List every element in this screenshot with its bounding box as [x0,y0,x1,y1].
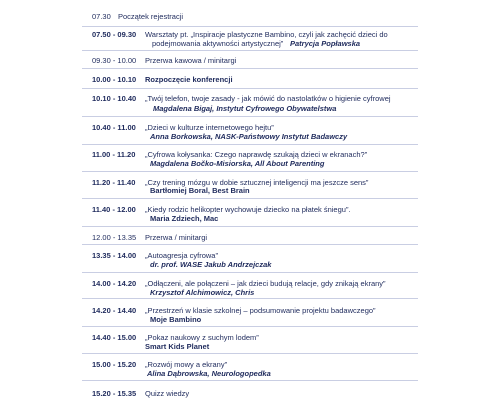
agenda-time: 14.40 - 15.00 [92,333,137,342]
divider [82,326,418,327]
divider [82,226,418,227]
divider [82,26,418,27]
agenda-title: „Kiedy rodzic helikopter wychowuje dziecko na płatek śniegu”. [145,205,351,214]
agenda-title: Warsztaty pt. „Inspiracje plastyczne Bambino, czyli jak zachęcić dzieci do [145,30,388,39]
divider [82,244,418,245]
divider [82,198,418,199]
agenda-time: 07.50 - 09.30 [92,30,137,39]
agenda-speaker: Krzysztof Alchimowicz, Chris [150,288,255,297]
agenda-time: 10.10 - 10.40 [92,94,137,103]
divider [82,353,418,354]
agenda-title: „Pokaz naukowy z suchym lodem” [145,333,259,342]
agenda-speaker: Patrycja Popławska [290,39,361,48]
divider [82,88,418,89]
agenda-title: „Rozwój mowy a ekrany” [145,360,228,369]
agenda-title: „Autoagresja cyfrowa” [145,251,218,260]
agenda-title: Początek rejestracji [118,12,184,21]
agenda-title: Rozpoczęcie konferencji [145,75,233,84]
agenda-time: 15.20 - 15.35 [92,389,137,398]
agenda-speaker: Anna Borkowska, NASK-Państwowy Instytut Badawczy [150,132,348,141]
agenda-time: 10.40 - 11.00 [92,123,136,132]
agenda-time: 13.35 - 14.00 [92,251,137,260]
divider [82,298,418,299]
agenda-time: 14.20 - 14.40 [92,306,137,315]
divider [82,116,418,117]
divider [82,380,418,381]
divider [82,50,418,51]
agenda-time: 07.30 [92,12,111,21]
divider [82,272,418,273]
agenda-title: „Dzieci w kulturze internetowego hejtu” [145,123,274,132]
agenda-title: „Czy trening mózgu w dobie sztucznej inteligencji ma jeszcze sens” [145,178,369,187]
agenda-title-continued: podejmowania aktywności artystycznej” [152,39,284,48]
agenda-speaker: Bartłomiej Boral, Best Brain [150,186,250,195]
divider [82,68,418,69]
divider [82,144,418,145]
agenda-speaker: Maria Zdziech, Mac [150,214,219,223]
agenda-title: „Cyfrowa kołysanka: Czego naprawdę szukają dzieci w ekranach?” [145,150,368,159]
agenda-time: 11.40 - 12.00 [92,205,136,214]
agenda-speaker: Alina Dąbrowska, Neurologopedka [147,369,271,378]
agenda-speaker: dr. prof. WASE Jakub Andrzejczak [150,260,272,269]
agenda-speaker: Magdalena Bigaj, Instytut Cyfrowego Obywatelstwa [153,104,337,113]
agenda-title: „Twój telefon, twoje zasady - jak mówić do nastolatków o higienie cyfrowej [145,94,391,103]
agenda-title: Quizz wiedzy [145,389,190,398]
agenda-title: „Przestrzeń w klasie szkolnej – podsumowanie projektu badawczego” [145,306,376,315]
agenda-speaker: Magdalena Bočko-Misiorska, All About Parenting [150,159,325,168]
agenda-title: Przerwa kawowa / minitargi [145,56,237,65]
agenda-speaker: Moje Bambino [150,315,202,324]
agenda-title: „Odłączeni, ale połączeni – jak dzieci budują relacje, gdy znikają ekrany” [145,279,386,288]
agenda-time: 14.00 - 14.20 [92,279,137,288]
agenda-time: 10.00 - 10.10 [92,75,137,84]
agenda-title: Przerwa / minitargi [145,233,208,242]
agenda-time: 11.00 - 11.20 [92,150,136,159]
agenda-time: 12.00 - 13.35 [92,233,137,242]
divider [82,171,418,172]
agenda-time: 15.00 - 15.20 [92,360,137,369]
agenda-time: 09.30 - 10.00 [92,56,137,65]
agenda-speaker: Smart Kids Planet [145,342,210,351]
agenda-time: 11.20 - 11.40 [92,178,136,187]
